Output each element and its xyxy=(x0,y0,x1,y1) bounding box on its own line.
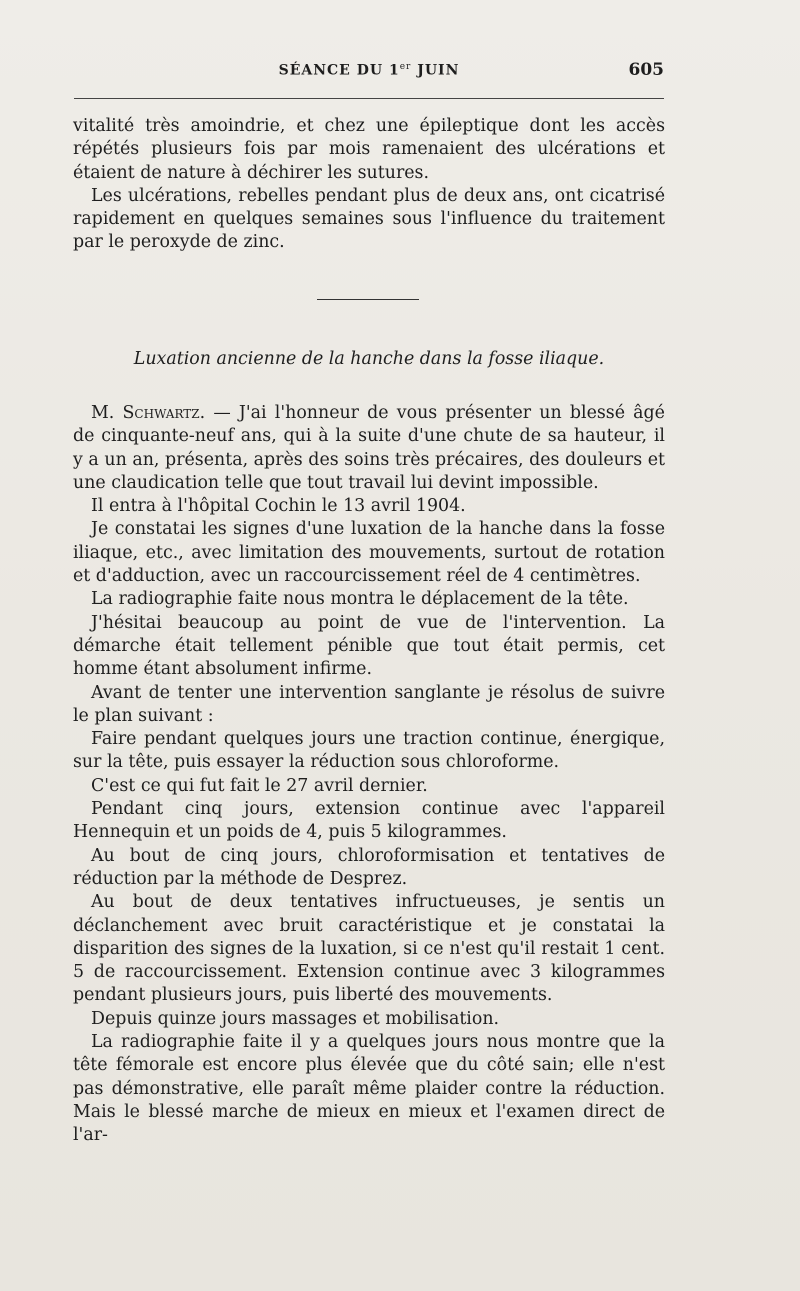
intro-text-block xyxy=(73,115,665,255)
opening-text: — J'ai l'honneur de vous présenter un blessé âgé de cinquante-neuf ans, qui à la suite d'une chute de sa hauteur, il y a un an, présenta, après des soins très précaires, des douleurs et une claudication telle que tout travail lui devint impossible. xyxy=(73,403,665,493)
body-paragraph: Je constatai les signes d'une luxation de la hanche dans la fosse iliaque, etc., avec limitation des mouvements, surtout de rotation et d'adduction, avec un raccourcissement réel de 4 centimètres. xyxy=(73,519,665,587)
page-number: 605 xyxy=(628,60,664,80)
running-head-title xyxy=(74,62,664,79)
body-paragraph: La radiographie faite il y a quelques jours nous montre que la tête fémorale est encore plus élevée que du côté sain; elle n'est pas démonstrative, elle paraît même plaider contre la réduction. Mais le blessé marche de mieux en mieux et l'examen direct de l'ar- xyxy=(73,1032,665,1146)
body-paragraph: Pendant cinq jours, extension continue avec l'appareil Hennequin et un poids de 4, puis 5 kilogrammes. xyxy=(73,799,665,843)
body-paragraph: C'est ce qui fut fait le 27 avril dernier. xyxy=(91,775,428,796)
running-head-title-text: SÉANCE DU 1 xyxy=(278,62,400,79)
intro-paragraph: vitalité très amoindrie, et chez une épileptique dont les accès répétés plusieurs fois par mois ramenaient des ulcérations et étaient de nature à déchirer les sutures. xyxy=(73,116,665,183)
body-paragraph: Avant de tenter une intervention sanglante je résolus de suivre le plan suivant : xyxy=(73,682,665,726)
body-paragraph: J'hésitai beaucoup au point de vue de l'intervention. La démarche était tellement pénible que tout était permis, cet homme étant absolument infirme. xyxy=(73,612,665,680)
section-text-block xyxy=(73,402,665,1148)
running-head-title-superscript: er xyxy=(399,62,412,72)
section-title: Luxation ancienne de la hanche dans la fosse iliaque. xyxy=(133,349,605,369)
intro-paragraph: Les ulcérations, rebelles pendant plus de deux ans, ont cicatrisé rapidement en quelques semaines sous l'influence du traitement par le peroxyde de zinc. xyxy=(73,185,665,253)
body-paragraph: Faire pendant quelques jours une traction continue, énergique, sur la tête, puis essayer la réduction sous chloroforme. xyxy=(73,729,665,773)
running-head-title-month: JUIN xyxy=(411,62,460,79)
running-head xyxy=(74,58,664,84)
body-paragraph: Depuis quinze jours massages et mobilisation. xyxy=(91,1008,500,1029)
body-paragraph: Au bout de cinq jours, chloroformisation et tentatives de réduction par la méthode de Desprez. xyxy=(73,845,665,889)
header-rule xyxy=(74,98,664,99)
section-separator xyxy=(317,299,419,300)
body-paragraph: Il entra à l'hôpital Cochin le 13 avril 1904. xyxy=(91,496,466,517)
opening-paragraph xyxy=(73,402,665,495)
body-paragraph: La radiographie faite nous montra le déplacement de la tête. xyxy=(91,589,629,610)
speaker-name: M. Schwartz. xyxy=(91,403,206,423)
body-paragraph: Au bout de deux tentatives infructueuses, je sentis un déclanchement avec bruit caractéristique et je constatai la disparition des signes de la luxation, si ce n'est qu'il restait 1 cent. 5 de raccourcissement. Extension continue avec 3 kilogrammes pendant plusieurs jours, puis liberté des mouvements. xyxy=(73,892,665,1006)
